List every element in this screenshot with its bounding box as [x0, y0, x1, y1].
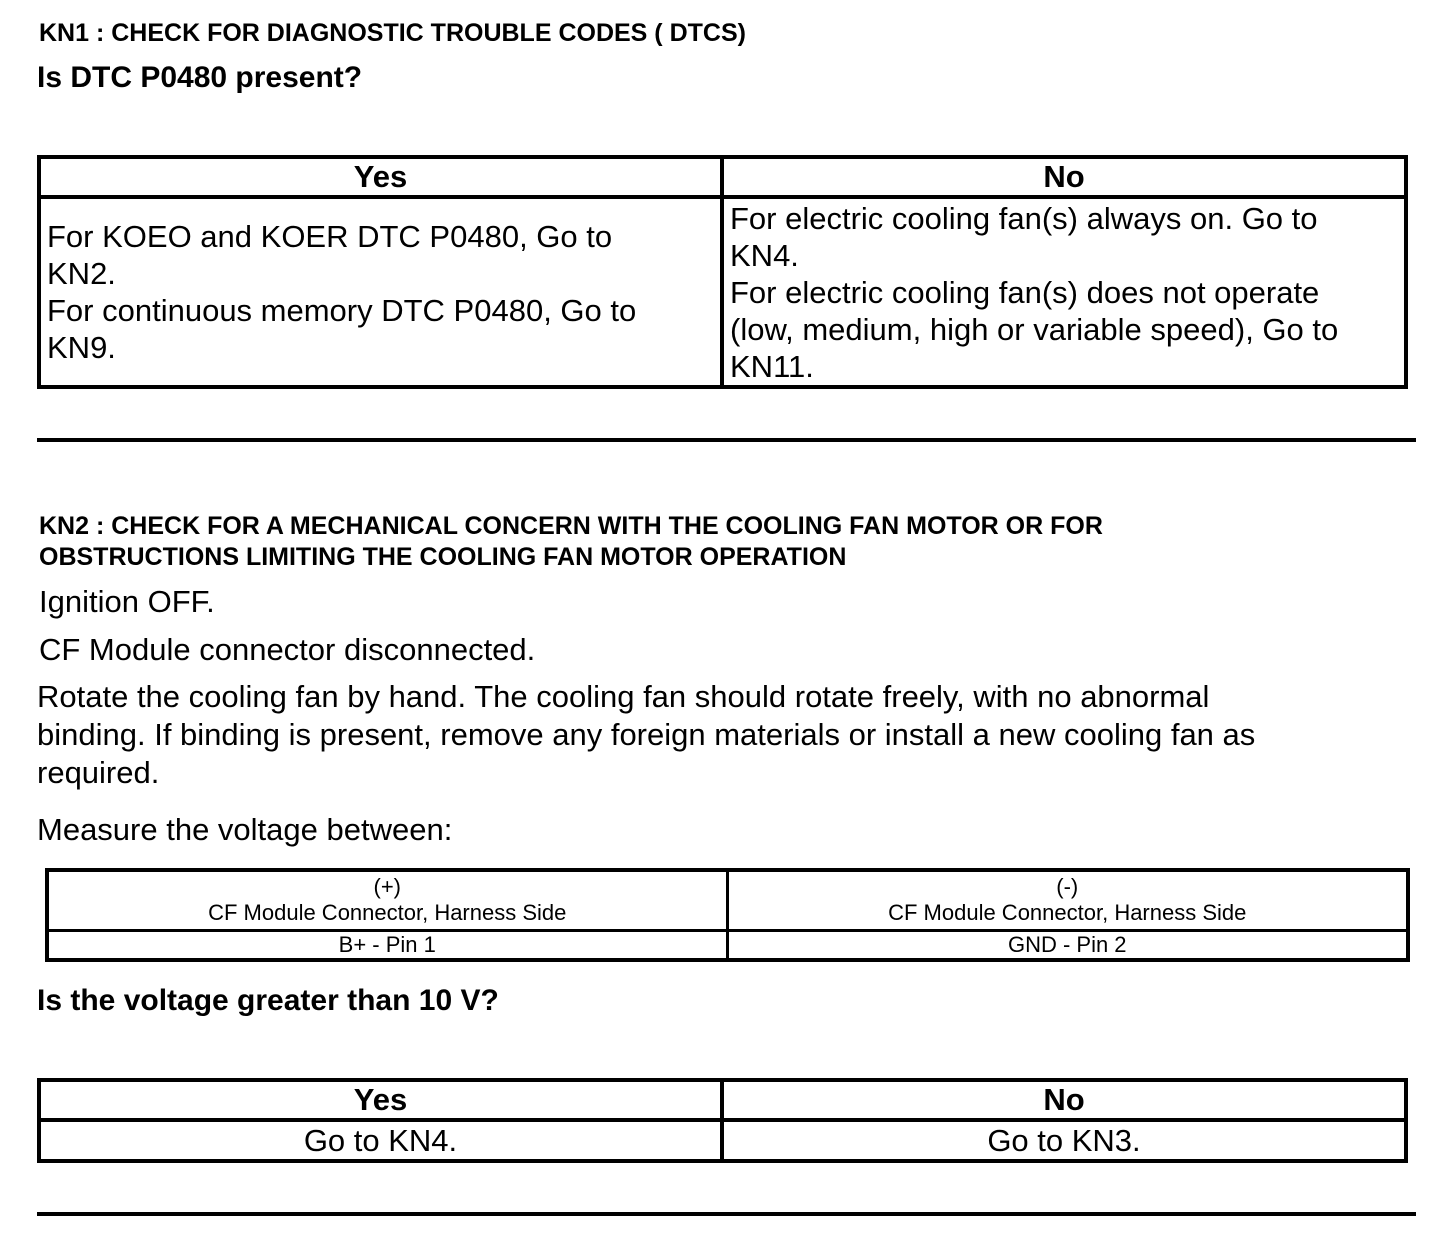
- kn1-no-cell: [722, 197, 1406, 387]
- kn2-answer-table: [37, 1078, 1408, 1163]
- kn1-no-line: For electric cooling fan(s) does not operate: [730, 274, 1320, 310]
- negative-pin: GND - Pin 2: [727, 930, 1408, 960]
- negative-label: CF Module Connector, Harness Side: [888, 900, 1247, 926]
- positive-symbol: (+): [373, 874, 401, 900]
- kn2-rotate-line: required.: [37, 755, 160, 790]
- kn2-measure-intro: Measure the voltage between:: [37, 812, 453, 847]
- kn1-yes-cell: [39, 197, 722, 387]
- measure-positive-header: [47, 870, 727, 930]
- kn2-yes-cell: Go to KN4.: [39, 1120, 722, 1161]
- kn2-no-cell: Go to KN3.: [722, 1120, 1406, 1161]
- kn1-yes-line: KN2.: [47, 256, 116, 291]
- measure-negative-header: [727, 870, 1408, 930]
- kn2-no-header: No: [722, 1080, 1406, 1120]
- kn2-rotate-line: binding. If binding is present, remove any foreign materials or install a new cooling fan as: [37, 717, 1256, 752]
- kn2-title-line: KN2 : CHECK FOR A MECHANICAL CONCERN WITH THE COOLING FAN MOTOR OR FOR: [39, 512, 1103, 540]
- negative-symbol: (-): [1056, 874, 1079, 900]
- kn1-no-line: For electric cooling fan(s) always on. Go to: [730, 200, 1318, 236]
- kn1-yes-header: Yes: [39, 157, 722, 197]
- kn2-step-title: [39, 511, 1103, 573]
- kn2-rotate-line: Rotate the cooling fan by hand. The cooling fan should rotate freely, with no abnormal: [37, 679, 1210, 714]
- kn2-title-line: OBSTRUCTIONS LIMITING THE COOLING FAN MOTOR OPERATION: [39, 543, 847, 571]
- kn1-answer-table: [37, 155, 1408, 389]
- kn2-yes-header: Yes: [39, 1080, 722, 1120]
- kn1-no-line: KN4.: [730, 237, 799, 273]
- kn1-question: Is DTC P0480 present?: [37, 61, 363, 94]
- kn1-no-line: KN11.: [730, 348, 814, 384]
- kn1-yes-line: For KOEO and KOER DTC P0480, Go to: [47, 219, 613, 254]
- kn1-yes-line: For continuous memory DTC P0480, Go to: [47, 293, 637, 328]
- kn1-yes-line: KN9.: [47, 330, 116, 365]
- section-divider: [37, 1212, 1416, 1216]
- kn1-no-header: No: [722, 157, 1406, 197]
- positive-label: CF Module Connector, Harness Side: [208, 900, 567, 926]
- kn2-step-connector: CF Module connector disconnected.: [39, 632, 536, 667]
- positive-pin: B+ - Pin 1: [47, 930, 727, 960]
- kn2-step-ignition: Ignition OFF.: [39, 584, 215, 619]
- measure-table: [45, 868, 1410, 962]
- section-divider: [37, 438, 1416, 442]
- kn1-step-title: KN1 : CHECK FOR DIAGNOSTIC TROUBLE CODES ( DTCS): [39, 19, 746, 47]
- kn2-step-rotate: [37, 678, 1255, 792]
- kn1-no-line: (low, medium, high or variable speed), Go to: [730, 311, 1339, 347]
- kn2-question: Is the voltage greater than 10 V?: [37, 984, 499, 1017]
